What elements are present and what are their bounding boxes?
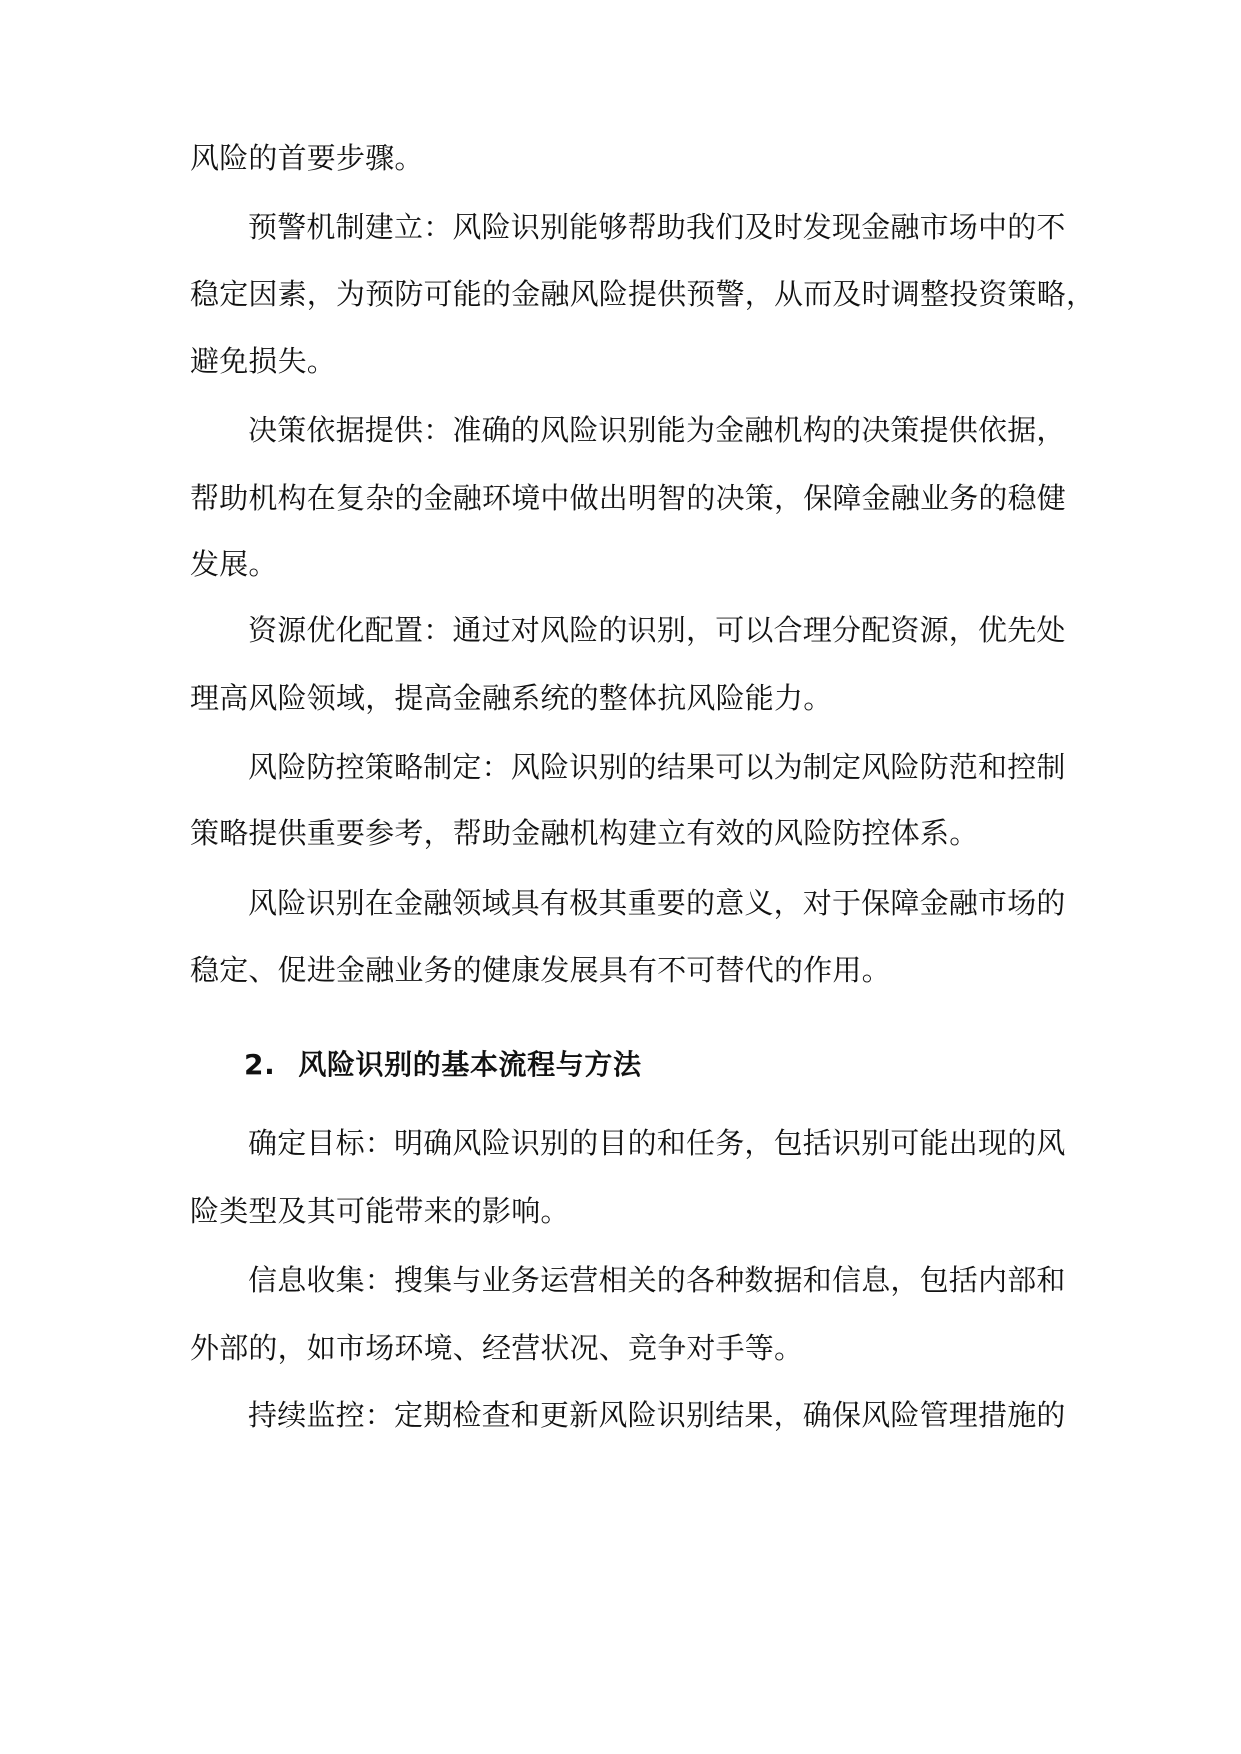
- paragraph-line: 资源优化配置：通过对风险的识别，可以合理分配资源，优先处: [248, 613, 1066, 647]
- paragraph-line: 稳定、促进金融业务的健康发展具有不可替代的作用。: [190, 953, 891, 987]
- paragraph-line: 稳定因素，为预防可能的金融风险提供预警，从而及时调整投资策略，: [190, 277, 1096, 311]
- paragraph-line: 确定目标：明确风险识别的目的和任务，包括识别可能出现的风: [248, 1126, 1066, 1160]
- paragraph-line: 信息收集：搜集与业务运营相关的各种数据和信息，包括内部和: [248, 1263, 1066, 1297]
- section-heading-number: 2.: [244, 1048, 276, 1081]
- paragraph-line: 风险识别在金融领域具有极其重要的意义，对于保障金融市场的: [248, 886, 1066, 920]
- section-heading-title: 风险识别的基本流程与方法: [298, 1048, 642, 1081]
- paragraph-line: 发展。: [190, 547, 278, 581]
- paragraph-line: 险类型及其可能带来的影响。: [190, 1194, 570, 1228]
- paragraph-line: 风险防控策略制定：风险识别的结果可以为制定风险防范和控制: [248, 750, 1066, 784]
- paragraph-line: 帮助机构在复杂的金融环境中做出明智的决策，保障金融业务的稳健: [190, 481, 1067, 515]
- section-heading: [190, 1045, 1058, 1085]
- paragraph-line: 策略提供重要参考，帮助金融机构建立有效的风险防控体系。: [190, 816, 979, 850]
- paragraph-line: 避免损失。: [190, 344, 337, 378]
- paragraph-line: 外部的，如市场环境、经营状况、竞争对手等。: [190, 1331, 804, 1365]
- paragraph-line: 风险的首要步骤。: [190, 141, 424, 175]
- paragraph-line: 持续监控：定期检查和更新风险识别结果，确保风险管理措施的: [248, 1398, 1066, 1432]
- paragraph-line: 预警机制建立：风险识别能够帮助我们及时发现金融市场中的不: [248, 210, 1066, 244]
- paragraph-line: 理高风险领域，提高金融系统的整体抗风险能力。: [190, 681, 833, 715]
- paragraph-line: 决策依据提供：准确的风险识别能为金融机构的决策提供依据，: [248, 413, 1066, 447]
